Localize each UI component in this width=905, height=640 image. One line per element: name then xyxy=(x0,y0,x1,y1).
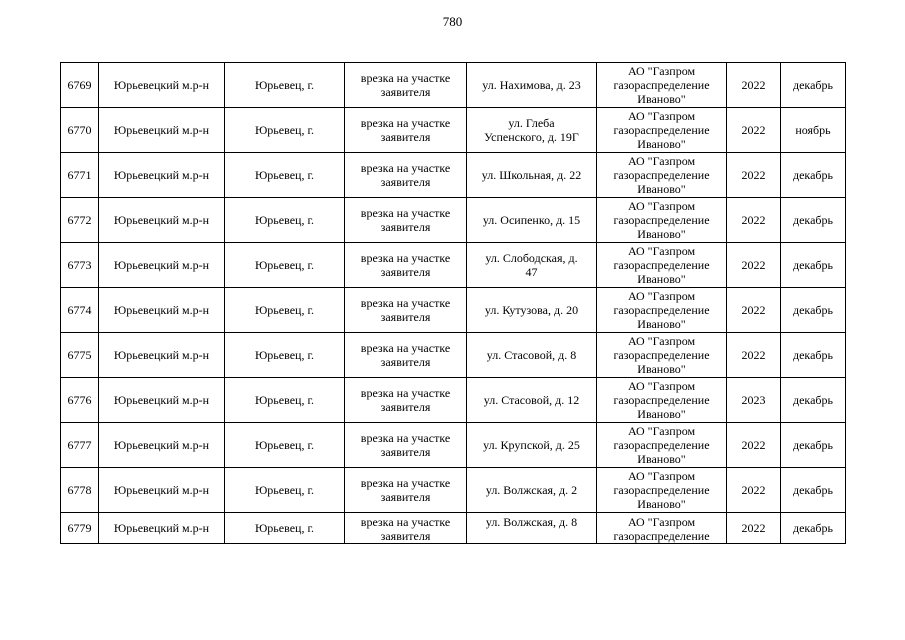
year-cell: 2023 xyxy=(727,378,781,423)
month-cell: декабрь xyxy=(781,288,846,333)
year-cell: 2022 xyxy=(727,108,781,153)
month-cell: декабрь xyxy=(781,63,846,108)
organization-cell: АО "Газпром газораспределение Иваново" xyxy=(597,468,727,513)
month-cell: декабрь xyxy=(781,378,846,423)
month-cell: декабрь xyxy=(781,423,846,468)
month-cell: декабрь xyxy=(781,153,846,198)
organization-cell: АО "Газпром газораспределение Иваново" xyxy=(597,63,727,108)
row-number-cell: 6779 xyxy=(61,513,99,544)
row-number-cell: 6770 xyxy=(61,108,99,153)
row-number-cell: 6777 xyxy=(61,423,99,468)
row-number-cell: 6774 xyxy=(61,288,99,333)
organization-cell: АО "Газпром газораспределение Иваново" xyxy=(597,288,727,333)
city-cell: Юрьевец, г. xyxy=(225,333,345,378)
address-cell: ул. Кутузова, д. 20 xyxy=(467,288,597,333)
month-cell: декабрь xyxy=(781,198,846,243)
district-cell: Юрьевецкий м.р-н xyxy=(99,63,225,108)
city-cell: Юрьевец, г. xyxy=(225,423,345,468)
district-cell: Юрьевецкий м.р-н xyxy=(99,468,225,513)
organization-cell: АО "Газпром газораспределение Иваново" xyxy=(597,423,727,468)
table-row xyxy=(61,108,846,153)
year-cell: 2022 xyxy=(727,63,781,108)
district-cell: Юрьевецкий м.р-н xyxy=(99,108,225,153)
district-cell: Юрьевецкий м.р-н xyxy=(99,243,225,288)
city-cell: Юрьевец, г. xyxy=(225,468,345,513)
row-number-cell: 6773 xyxy=(61,243,99,288)
city-cell: Юрьевец, г. xyxy=(225,288,345,333)
connection-type-cell: врезка на участке заявителя xyxy=(345,333,467,378)
page-number: 780 xyxy=(442,14,463,29)
table-row xyxy=(61,423,846,468)
address-cell: ул. Осипенко, д. 15 xyxy=(467,198,597,243)
city-cell: Юрьевец, г. xyxy=(225,63,345,108)
row-number-cell: 6778 xyxy=(61,468,99,513)
organization-cell: АО "Газпром газораспределение Иваново" xyxy=(597,333,727,378)
organization-cell: АО "Газпром газораспределение Иваново" xyxy=(597,243,727,288)
address-cell: ул. Волжская, д. 2 xyxy=(467,468,597,513)
row-number-cell: 6771 xyxy=(61,153,99,198)
row-number-cell: 6769 xyxy=(61,63,99,108)
connection-type-cell: врезка на участке заявителя xyxy=(345,513,467,544)
organization-cell: АО "Газпром газораспределение xyxy=(597,513,727,544)
address-cell: ул. Стасовой, д. 12 xyxy=(467,378,597,423)
connection-type-cell: врезка на участке заявителя xyxy=(345,468,467,513)
year-cell: 2022 xyxy=(727,423,781,468)
organization-cell: АО "Газпром газораспределение Иваново" xyxy=(597,153,727,198)
table-row xyxy=(61,513,846,544)
year-cell: 2022 xyxy=(727,288,781,333)
year-cell: 2022 xyxy=(727,198,781,243)
year-cell: 2022 xyxy=(727,513,781,544)
district-cell: Юрьевецкий м.р-н xyxy=(99,333,225,378)
address-cell: ул. Волжская, д. 8 xyxy=(467,513,597,544)
organization-cell: АО "Газпром газораспределение Иваново" xyxy=(597,378,727,423)
address-cell: ул. Слободская, д. 47 xyxy=(467,243,597,288)
month-cell: декабрь xyxy=(781,513,846,544)
organization-cell: АО "Газпром газораспределение Иваново" xyxy=(597,108,727,153)
connection-type-cell: врезка на участке заявителя xyxy=(345,378,467,423)
row-number-cell: 6772 xyxy=(61,198,99,243)
month-cell: декабрь xyxy=(781,333,846,378)
year-cell: 2022 xyxy=(727,468,781,513)
table-body xyxy=(61,63,846,544)
address-cell: ул. Школьная, д. 22 xyxy=(467,153,597,198)
table-row xyxy=(61,288,846,333)
row-number-cell: 6775 xyxy=(61,333,99,378)
district-cell: Юрьевецкий м.р-н xyxy=(99,378,225,423)
connection-type-cell: врезка на участке заявителя xyxy=(345,198,467,243)
year-cell: 2022 xyxy=(727,333,781,378)
address-cell: ул. Крупской, д. 25 xyxy=(467,423,597,468)
district-cell: Юрьевецкий м.р-н xyxy=(99,198,225,243)
city-cell: Юрьевец, г. xyxy=(225,378,345,423)
district-cell: Юрьевецкий м.р-н xyxy=(99,288,225,333)
table-row xyxy=(61,378,846,423)
table-row xyxy=(61,153,846,198)
city-cell: Юрьевец, г. xyxy=(225,108,345,153)
city-cell: Юрьевец, г. xyxy=(225,513,345,544)
table-row xyxy=(61,333,846,378)
city-cell: Юрьевец, г. xyxy=(225,243,345,288)
year-cell: 2022 xyxy=(727,243,781,288)
connection-type-cell: врезка на участке заявителя xyxy=(345,63,467,108)
district-cell: Юрьевецкий м.р-н xyxy=(99,513,225,544)
address-cell: ул. Нахимова, д. 23 xyxy=(467,63,597,108)
city-cell: Юрьевец, г. xyxy=(225,153,345,198)
district-cell: Юрьевецкий м.р-н xyxy=(99,153,225,198)
month-cell: декабрь xyxy=(781,468,846,513)
address-cell: ул. Стасовой, д. 8 xyxy=(467,333,597,378)
connection-type-cell: врезка на участке заявителя xyxy=(345,423,467,468)
address-cell: ул. Глеба Успенского, д. 19Г xyxy=(467,108,597,153)
month-cell: ноябрь xyxy=(781,108,846,153)
district-cell: Юрьевецкий м.р-н xyxy=(99,423,225,468)
connection-type-cell: врезка на участке заявителя xyxy=(345,108,467,153)
row-number-cell: 6776 xyxy=(61,378,99,423)
connection-type-cell: врезка на участке заявителя xyxy=(345,243,467,288)
table-row xyxy=(61,468,846,513)
city-cell: Юрьевец, г. xyxy=(225,198,345,243)
organization-cell: АО "Газпром газораспределение Иваново" xyxy=(597,198,727,243)
table-row xyxy=(61,243,846,288)
table-row xyxy=(61,198,846,243)
gasification-table xyxy=(60,62,846,544)
connection-type-cell: врезка на участке заявителя xyxy=(345,288,467,333)
year-cell: 2022 xyxy=(727,153,781,198)
connection-type-cell: врезка на участке заявителя xyxy=(345,153,467,198)
month-cell: декабрь xyxy=(781,243,846,288)
table-row xyxy=(61,63,846,108)
